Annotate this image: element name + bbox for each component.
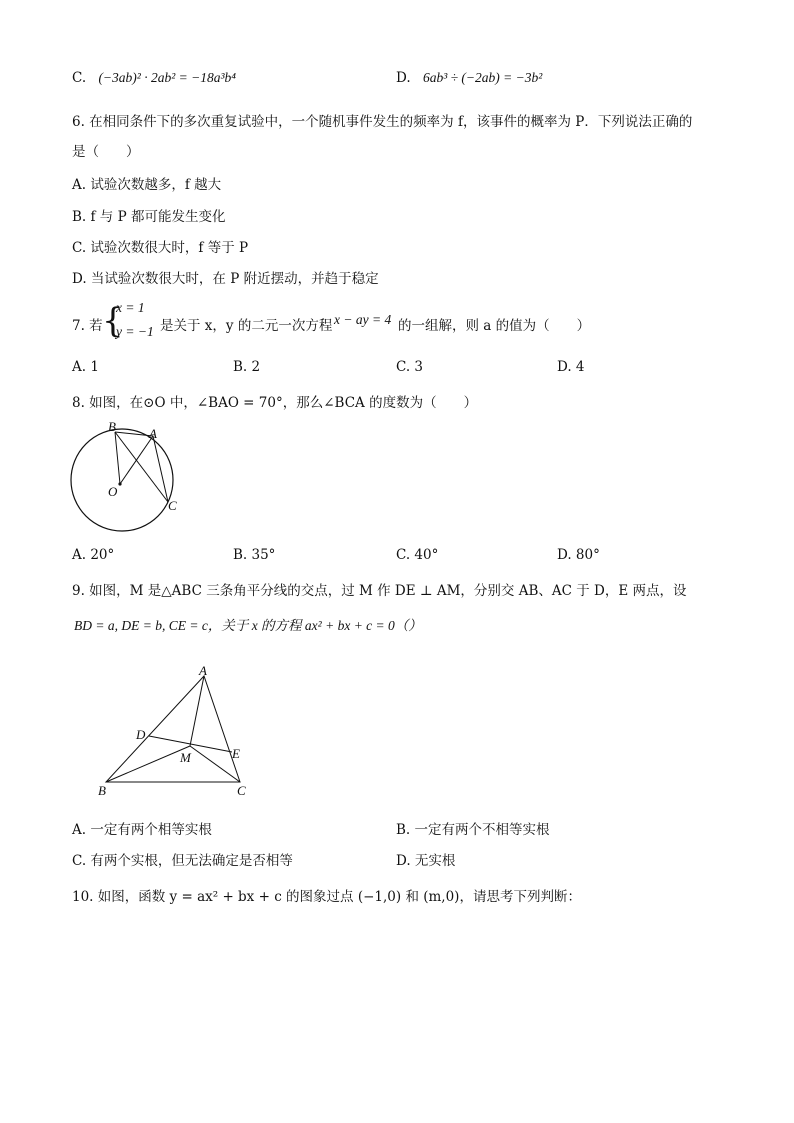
q7-system-top: x = 1	[116, 300, 145, 315]
q8-label-a: A	[149, 426, 157, 441]
q6-option-b[interactable]: B. f 与 P 都可能发生变化	[72, 209, 226, 225]
q9-stem-line1: 9. 如图，M 是△ABC 三条角平分线的交点，过 M 作 DE ⊥ AM，分别交 AB、AC 于 D，E 两点，设	[72, 583, 687, 599]
q8-segment-bo	[115, 432, 120, 484]
q5-option-c[interactable]	[72, 70, 236, 86]
q8-stem: 8. 如图，在⊙O 中，∠BAO = 70°，那么∠BCA 的度数为（ ）	[72, 395, 478, 411]
q8-option-d[interactable]: D. 80°	[557, 547, 600, 563]
q9-triangle-abc	[106, 676, 240, 782]
q9-stem-line2: BD = a, DE = b, CE = c，关于 x 的方程 ax² + bx + c = 0（）	[74, 618, 422, 633]
q5-option-c-expr: (−3ab)² · 2ab² = −18a³b⁴	[98, 70, 236, 85]
q9-segment-am	[190, 676, 204, 746]
q8-option-c[interactable]: C. 40°	[396, 547, 439, 563]
q8-circle	[71, 429, 173, 531]
q9-label-a: A	[199, 663, 207, 678]
q5-option-d[interactable]	[396, 70, 542, 86]
q7-option-b[interactable]: B. 2	[233, 359, 261, 375]
q8-segment-ba	[115, 432, 153, 436]
q7-prefix: 7. 若	[72, 318, 103, 334]
q7-equation: x − ay = 4	[334, 312, 392, 327]
q8-center-dot	[118, 482, 121, 485]
q9-option-b[interactable]: B. 一定有两个不相等实根	[396, 822, 550, 838]
q7-option-a[interactable]: A. 1	[72, 359, 99, 375]
q7-suffix: 的一组解，则 a 的值为（ ）	[398, 318, 591, 334]
q9-label-d: D	[136, 727, 146, 742]
q9-option-a[interactable]: A. 一定有两个相等实根	[72, 822, 212, 838]
q9-option-c[interactable]: C. 有两个实根，但无法确定是否相等	[72, 853, 293, 869]
q10-stem: 10. 如图，函数 y = ax² + bx + c 的图象过点 (−1,0) 和 (m,0)，请思考下列判断：	[72, 889, 581, 905]
q9-label-b: B	[98, 783, 106, 798]
q6-stem-line1: 6. 在相同条件下的多次重复试验中，一个随机事件发生的频率为 f，该事件的概率为 P．下列说法正确的	[72, 114, 693, 130]
q7-option-d[interactable]: D. 4	[557, 359, 585, 375]
q5-option-d-expr: 6ab³ ÷ (−2ab) = −3b²	[422, 70, 543, 85]
q7-system-brace: {	[102, 301, 124, 341]
q6-option-a[interactable]: A. 试验次数越多，f 越大	[72, 177, 222, 193]
q8-label-o: O	[108, 484, 118, 499]
q7-system-bottom: y = −1	[116, 324, 154, 339]
q9-label-m: M	[180, 750, 191, 765]
q6-stem-line2: 是（ ）	[72, 144, 140, 160]
q6-option-c[interactable]: C. 试验次数很大时，f 等于 P	[72, 240, 249, 256]
q5-option-c-label: C.	[72, 70, 87, 86]
q8-option-a[interactable]: A. 20°	[72, 547, 115, 563]
q9-option-d[interactable]: D. 无实根	[396, 853, 456, 869]
q9-triangle-figure	[92, 662, 262, 802]
q5-option-d-label: D.	[396, 70, 411, 86]
q8-option-b[interactable]: B. 35°	[233, 547, 276, 563]
q9-label-c: C	[237, 783, 246, 798]
q6-option-d[interactable]: D. 当试验次数很大时，在 P 附近摆动，并趋于稳定	[72, 271, 379, 287]
q8-circle-figure	[60, 418, 190, 538]
q9-segment-bm	[106, 746, 190, 782]
q9-label-e: E	[232, 746, 240, 761]
q8-label-c: C	[168, 498, 177, 513]
q7-mid: 是关于 x，y 的二元一次方程	[160, 318, 333, 334]
q7-option-c[interactable]: C. 3	[396, 359, 424, 375]
q8-label-b: B	[108, 419, 116, 434]
